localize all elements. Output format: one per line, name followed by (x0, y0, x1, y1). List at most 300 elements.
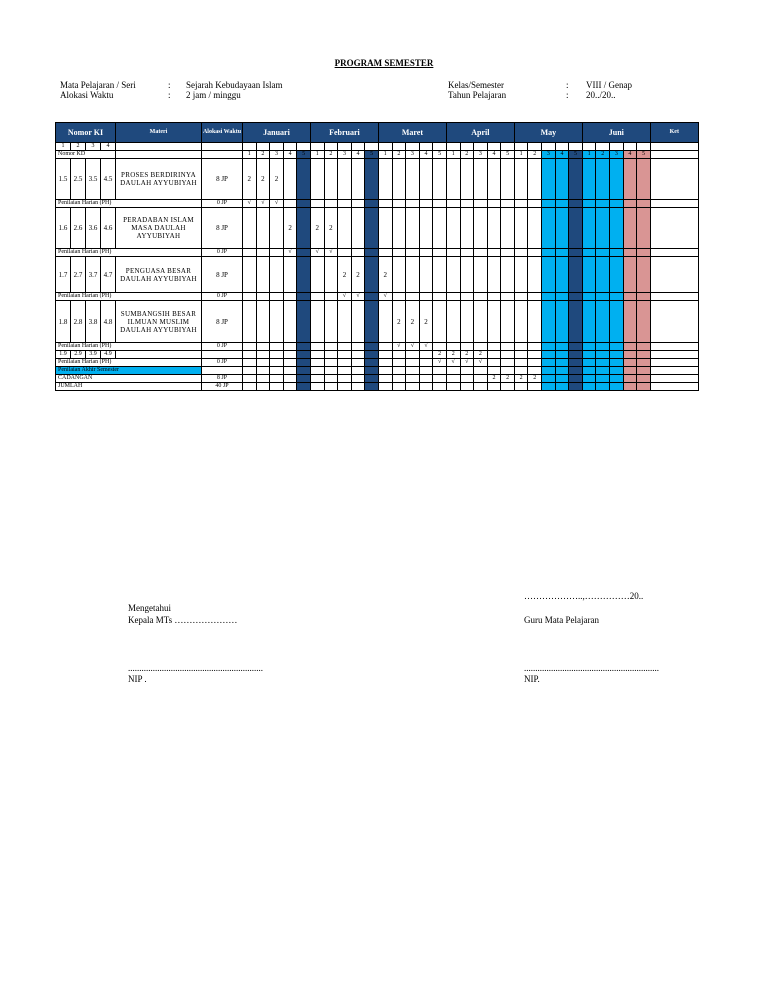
week-cell (310, 343, 324, 351)
materi-cell (116, 351, 202, 359)
week-cell (310, 351, 324, 359)
week-cell (419, 257, 433, 293)
week-number: 3 (610, 151, 624, 159)
week-cell (406, 359, 420, 367)
week-cell (433, 375, 447, 383)
empty-cell (243, 143, 257, 151)
week-cell (610, 351, 624, 359)
week-cell (487, 200, 501, 208)
week-cell (474, 293, 488, 301)
week-cell: √ (446, 359, 460, 367)
week-cell (596, 359, 610, 367)
week-cell (392, 293, 406, 301)
week-cell (501, 351, 515, 359)
week-cell (460, 249, 474, 257)
week-cell (392, 383, 406, 391)
week-number: 4 (419, 151, 433, 159)
empty-cell (623, 143, 637, 151)
week-number: 1 (446, 151, 460, 159)
week-cell (406, 367, 420, 375)
empty-cell (433, 143, 447, 151)
week-cell (542, 257, 556, 293)
week-cell (528, 293, 542, 301)
week-cell (487, 367, 501, 375)
empty-cell (596, 143, 610, 151)
week-number: 3 (406, 151, 420, 159)
week-cell (555, 208, 569, 249)
week-cell (569, 208, 583, 249)
week-cell (610, 249, 624, 257)
week-cell: √ (419, 343, 433, 351)
week-cell (487, 301, 501, 343)
empty-cell (324, 143, 338, 151)
week-cell: √ (433, 359, 447, 367)
week-cell (310, 159, 324, 200)
header-nomor-ki: Nomor KI (56, 123, 116, 143)
week-cell (569, 359, 583, 367)
program-semester-table (55, 122, 699, 391)
week-cell (596, 257, 610, 293)
week-cell: 2 (351, 257, 365, 293)
week-cell (569, 383, 583, 391)
empty-cell (116, 143, 202, 151)
week-cell: 2 (324, 208, 338, 249)
week-cell (542, 249, 556, 257)
week-cell (474, 249, 488, 257)
week-cell (392, 359, 406, 367)
week-cell (433, 367, 447, 375)
week-cell (365, 257, 379, 293)
header-month: Juni (582, 123, 650, 143)
ket-cell (650, 383, 698, 391)
week-cell (310, 383, 324, 391)
week-cell: 2 (446, 351, 460, 359)
week-cell (542, 200, 556, 208)
week-cell (446, 159, 460, 200)
kd-number: 4.5 (101, 159, 116, 200)
week-cell (637, 301, 651, 343)
week-cell: √ (256, 200, 270, 208)
week-cell (406, 249, 420, 257)
week-cell (406, 159, 420, 200)
week-cell: √ (283, 249, 297, 257)
empty-cell (528, 143, 542, 151)
ket-cell (650, 159, 698, 200)
week-cell (324, 359, 338, 367)
week-cell (460, 375, 474, 383)
row-label: Penilaian Harian (PH) (56, 200, 202, 208)
empty-cell (419, 143, 433, 151)
materi-cell: PENGUASA BESAR DAULAH AYYUBIYAH (116, 257, 202, 293)
week-cell: 2 (514, 375, 528, 383)
row-label: Penilaian Harian (PH) (56, 249, 202, 257)
week-cell (528, 257, 542, 293)
week-number: 2 (324, 151, 338, 159)
week-cell (297, 257, 311, 293)
week-cell (596, 343, 610, 351)
week-cell (270, 351, 284, 359)
week-cell (365, 359, 379, 367)
week-cell (528, 359, 542, 367)
alokasi-cell (202, 351, 243, 359)
week-cell (487, 249, 501, 257)
week-cell (514, 249, 528, 257)
week-cell (446, 367, 460, 375)
week-cell (637, 367, 651, 375)
week-cell (542, 208, 556, 249)
week-number: 3 (270, 151, 284, 159)
week-cell: 2 (243, 159, 257, 200)
week-cell (433, 383, 447, 391)
week-cell (433, 301, 447, 343)
week-cell (433, 208, 447, 249)
week-cell (637, 200, 651, 208)
header-ket: Ket (650, 123, 698, 143)
week-cell (324, 351, 338, 359)
week-cell (256, 351, 270, 359)
week-cell (297, 359, 311, 367)
week-number: 1 (243, 151, 257, 159)
ket-cell (650, 208, 698, 249)
week-cell (365, 383, 379, 391)
week-cell (310, 293, 324, 301)
week-cell (351, 359, 365, 367)
kepala-label: Kepala MTs ………………… (128, 615, 238, 625)
week-cell (555, 367, 569, 375)
week-cell (610, 383, 624, 391)
week-cell (555, 375, 569, 383)
empty-cell (202, 143, 243, 151)
nip-left: NIP . (128, 674, 147, 684)
week-cell (623, 375, 637, 383)
week-cell (338, 383, 352, 391)
week-cell: 2 (474, 351, 488, 359)
week-cell (338, 159, 352, 200)
week-cell (446, 375, 460, 383)
week-cell (487, 359, 501, 367)
week-cell (243, 351, 257, 359)
week-cell: √ (270, 200, 284, 208)
row-label: Penilaian Harian (PH) (56, 343, 202, 351)
week-cell (501, 367, 515, 375)
week-cell (555, 293, 569, 301)
empty-cell (446, 143, 460, 151)
week-cell: √ (310, 249, 324, 257)
ket-cell (650, 301, 698, 343)
week-cell (474, 301, 488, 343)
week-cell: √ (243, 200, 257, 208)
week-cell (582, 159, 596, 200)
week-cell (446, 293, 460, 301)
week-number: 1 (310, 151, 324, 159)
week-cell (623, 159, 637, 200)
week-cell: 2 (270, 159, 284, 200)
week-cell (582, 367, 596, 375)
kd-number: 4.6 (101, 208, 116, 249)
week-cell (637, 257, 651, 293)
alokasi-cell: 0 JP (202, 343, 243, 351)
week-cell (637, 293, 651, 301)
week-cell (528, 383, 542, 391)
week-cell (569, 249, 583, 257)
week-cell (555, 301, 569, 343)
week-cell (392, 351, 406, 359)
week-cell (501, 208, 515, 249)
week-number: 3 (338, 151, 352, 159)
signature-line-right: ............................................................ (524, 663, 659, 673)
kd-number: 1.6 (56, 208, 71, 249)
kd-number: 2.8 (71, 301, 86, 343)
week-cell (582, 200, 596, 208)
week-cell (501, 343, 515, 351)
empty-cell (392, 143, 406, 151)
week-cell (392, 200, 406, 208)
row-label: Penilaian Harian (PH) (56, 293, 202, 301)
week-cell (270, 208, 284, 249)
kd-number: 2.6 (71, 208, 86, 249)
week-cell (555, 359, 569, 367)
week-cell (446, 257, 460, 293)
kd-number: 2.7 (71, 257, 86, 293)
week-cell (338, 343, 352, 351)
week-number: 4 (351, 151, 365, 159)
week-cell (365, 301, 379, 343)
week-cell (474, 367, 488, 375)
week-cell (270, 383, 284, 391)
week-cell (528, 351, 542, 359)
week-cell (419, 208, 433, 249)
week-cell (569, 367, 583, 375)
kd-number: 3.7 (86, 257, 101, 293)
week-cell (243, 293, 257, 301)
week-cell (243, 301, 257, 343)
week-cell (610, 343, 624, 351)
week-number: 5 (297, 151, 311, 159)
week-cell: √ (351, 293, 365, 301)
week-cell (338, 359, 352, 367)
week-cell (406, 383, 420, 391)
week-cell (338, 301, 352, 343)
materi-cell: SUMBANGSIH BESAR ILMUAN MUSLIM DAULAH AYYUBIYAH (116, 301, 202, 343)
week-cell (338, 200, 352, 208)
week-cell (324, 257, 338, 293)
week-cell (623, 383, 637, 391)
week-cell (378, 359, 392, 367)
week-cell (514, 257, 528, 293)
week-cell (392, 367, 406, 375)
week-cell (460, 208, 474, 249)
week-cell (392, 257, 406, 293)
week-cell (324, 301, 338, 343)
empty-cell (514, 143, 528, 151)
ket-cell (650, 351, 698, 359)
week-cell (460, 343, 474, 351)
header-month: Januari (243, 123, 311, 143)
signature-date: ………………..,……………20.. (524, 591, 644, 601)
week-cell: √ (406, 343, 420, 351)
week-cell (582, 301, 596, 343)
empty-cell (270, 143, 284, 151)
week-cell (623, 367, 637, 375)
week-cell (378, 375, 392, 383)
week-cell (365, 208, 379, 249)
alokasi-cell: 8 JP (202, 375, 243, 383)
week-cell (406, 293, 420, 301)
materi-cell: PERADABAN ISLAM MASA DAULAH AYYUBIYAH (116, 208, 202, 249)
week-cell (378, 301, 392, 343)
week-cell (637, 208, 651, 249)
week-cell (623, 200, 637, 208)
week-cell (501, 383, 515, 391)
week-cell (474, 257, 488, 293)
alokasi-label: Alokasi Waktu (60, 90, 114, 100)
week-cell (406, 375, 420, 383)
week-cell (623, 351, 637, 359)
week-cell (542, 359, 556, 367)
materi-cell: PROSES BERDIRINYA DAULAH AYYUBIYAH (116, 159, 202, 200)
week-cell: 2 (501, 375, 515, 383)
week-cell (378, 383, 392, 391)
week-cell (610, 208, 624, 249)
kd-number: 3.5 (86, 159, 101, 200)
week-cell (582, 359, 596, 367)
week-cell (637, 343, 651, 351)
week-cell (270, 359, 284, 367)
ket-cell (650, 249, 698, 257)
nomor-kd-label: Nomor KD (56, 151, 116, 159)
week-cell (637, 383, 651, 391)
week-cell (256, 293, 270, 301)
week-cell (610, 301, 624, 343)
week-cell: 2 (487, 375, 501, 383)
week-cell (338, 375, 352, 383)
alokasi-cell: 8 JP (202, 257, 243, 293)
week-cell (596, 200, 610, 208)
empty-cell (569, 143, 583, 151)
week-cell (460, 257, 474, 293)
week-cell (610, 367, 624, 375)
header-month: Maret (378, 123, 446, 143)
week-cell (623, 301, 637, 343)
week-cell (501, 257, 515, 293)
week-cell (528, 249, 542, 257)
week-cell (243, 208, 257, 249)
alokasi-cell: 8 JP (202, 301, 243, 343)
week-cell (596, 159, 610, 200)
week-cell (256, 375, 270, 383)
week-cell (514, 367, 528, 375)
week-number: 5 (433, 151, 447, 159)
week-cell (351, 208, 365, 249)
week-cell (610, 159, 624, 200)
kd-number: 4.9 (101, 351, 116, 359)
week-cell (310, 367, 324, 375)
ket-cell (650, 367, 698, 375)
week-cell (569, 301, 583, 343)
empty-cell (283, 143, 297, 151)
week-cell (555, 200, 569, 208)
week-cell (351, 249, 365, 257)
week-cell (474, 343, 488, 351)
week-cell (474, 200, 488, 208)
week-cell (501, 159, 515, 200)
tahun-label: Tahun Pelajaran (448, 90, 507, 100)
week-number: 2 (460, 151, 474, 159)
header-month: April (446, 123, 514, 143)
week-cell (487, 351, 501, 359)
ki-number: 3 (86, 143, 101, 151)
week-cell (297, 249, 311, 257)
week-cell (623, 359, 637, 367)
alokasi-cell: 0 JP (202, 249, 243, 257)
week-cell (582, 375, 596, 383)
signature-line-left: ............................................................ (128, 663, 263, 673)
week-cell (433, 343, 447, 351)
week-cell (378, 351, 392, 359)
week-cell (297, 367, 311, 375)
week-cell (596, 367, 610, 375)
week-cell (351, 367, 365, 375)
week-cell (623, 293, 637, 301)
week-cell (406, 351, 420, 359)
week-cell (474, 375, 488, 383)
week-cell (542, 383, 556, 391)
week-cell (474, 383, 488, 391)
mapel-value: Sejarah Kebudayaan Islam (186, 80, 283, 90)
week-cell (487, 383, 501, 391)
week-cell (243, 343, 257, 351)
week-cell (297, 343, 311, 351)
week-cell (433, 249, 447, 257)
week-cell (324, 293, 338, 301)
week-cell (501, 249, 515, 257)
week-cell: 2 (378, 257, 392, 293)
week-cell (297, 351, 311, 359)
week-cell (310, 200, 324, 208)
week-number: 1 (582, 151, 596, 159)
empty-cell (650, 151, 698, 159)
penilaian-akhir-label: Penilaian Akhir Semester (56, 367, 202, 375)
row-label: Penilaian Harian (PH) (56, 359, 202, 367)
week-cell (487, 257, 501, 293)
week-cell (419, 293, 433, 301)
kd-number: 1.5 (56, 159, 71, 200)
week-cell (610, 375, 624, 383)
week-cell (270, 293, 284, 301)
week-cell (610, 200, 624, 208)
week-cell (283, 367, 297, 375)
week-cell (351, 375, 365, 383)
empty-cell (378, 143, 392, 151)
week-cell (542, 343, 556, 351)
week-cell (474, 208, 488, 249)
week-cell (243, 367, 257, 375)
week-cell (623, 257, 637, 293)
week-cell (555, 351, 569, 359)
week-cell (243, 249, 257, 257)
week-cell (542, 159, 556, 200)
week-cell (487, 159, 501, 200)
week-cell (446, 249, 460, 257)
week-cell (637, 351, 651, 359)
alokasi-cell: 0 JP (202, 359, 243, 367)
week-cell (582, 257, 596, 293)
week-cell (297, 375, 311, 383)
alokasi-cell: 0 JP (202, 293, 243, 301)
week-cell (338, 249, 352, 257)
week-cell (610, 359, 624, 367)
week-cell (542, 351, 556, 359)
